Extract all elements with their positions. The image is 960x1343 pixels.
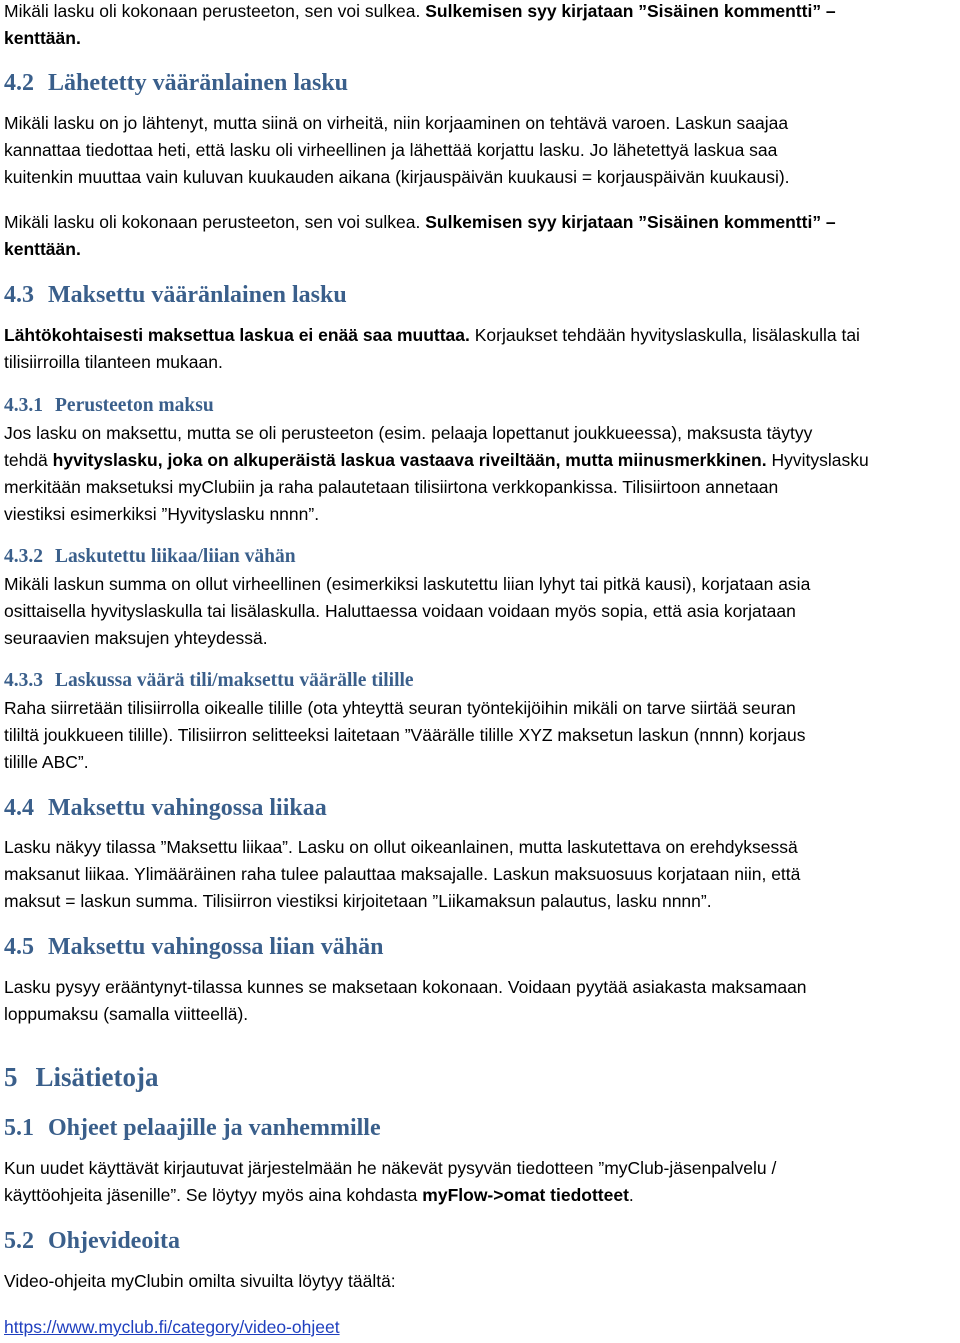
paragraph-line: seuraavien maksujen yhteydessä. (4, 628, 268, 648)
section-heading-5-2: 5.2 Ohjevideoita (4, 1228, 180, 1254)
paragraph-line: kannattaa tiedottaa heti, että lasku oli virheellinen ja lähettää korjattu lasku. Jo lähetettyä laskua saa (4, 140, 778, 160)
paragraph-line: maksanut liikaa. Ylimääräinen raha tulee palauttaa maksajalle. Laskun maksuosuus korjataan niin, että (4, 864, 801, 884)
section-heading-4-2: 4.2 Lähetetty vääränlainen lasku (4, 70, 349, 96)
section-heading-4-3: 4.3 Maksettu vääränlainen lasku (4, 282, 347, 308)
paragraph-line: tilisiirroilla tilanteen mukaan. (4, 352, 223, 372)
paragraph-line: tililtä joukkueen tilille). Tilisiirron selitteeksi laitetaan ”Väärälle tilille XYZ maksetun laskun (nnnn) korjaus (4, 725, 806, 745)
paragraph-line: Mikäli lasku oli kokonaan perusteeton, sen voi sulkea. Sulkemisen syy kirjataan ”Sisäinen kommentti” – (4, 212, 836, 232)
link-line (4, 1316, 340, 1338)
paragraph-line: Lasku pysyy erääntynyt-tilassa kunnes se maksetaan kokonaan. Voidaan pyytää asiakasta maksamaan (4, 977, 807, 997)
paragraph-line: Video-ohjeita myClubin omilta sivuilta löytyy täältä: (4, 1271, 396, 1291)
section-heading-4-5: 4.5 Maksettu vahingossa liian vähän (4, 934, 384, 960)
section-heading-5-1: 5.1 Ohjeet pelaajille ja vanhemmille (4, 1115, 381, 1141)
paragraph-line: viestiksi esimerkiksi ”Hyvityslasku nnnn”. (4, 504, 320, 524)
section-heading-5: 5 Lisätietoja (4, 1062, 159, 1092)
paragraph-line: käyttöohjeita jäsenille”. Se löytyy myös aina kohdasta myFlow->omat tiedotteet. (4, 1185, 634, 1205)
paragraph-line: kuitenkin muuttaa vain kuluvan kuukauden aikana (kirjauspäivän kuukausi = korjauspäivän kuukausi). (4, 167, 790, 187)
paragraph-line: Jos lasku on maksettu, mutta se oli perusteeton (esim. pelaaja lopettanut joukkueessa), maksusta täytyy (4, 423, 813, 443)
section-heading-4-3-1: 4.3.1 Perusteeton maksu (4, 395, 214, 416)
paragraph-line: loppumaksu (samalla viitteellä). (4, 1004, 249, 1024)
paragraph-line: kenttään. (4, 239, 81, 259)
paragraph-line: osittaisella hyvityslaskulla tai lisälaskulla. Haluttaessa voidaan voidaan myös sopia, että asia korjataan (4, 601, 796, 621)
section-heading-4-4: 4.4 Maksettu vahingossa liikaa (4, 795, 327, 821)
section-heading-4-3-2: 4.3.2 Laskutettu liikaa/liian vähän (4, 546, 296, 567)
paragraph-line: Lasku näkyy tilassa ”Maksettu liikaa”. Lasku on ollut oikeanlainen, mutta laskutettava on erehdyksessä (4, 837, 798, 857)
paragraph-line: tehdä hyvityslasku, joka on alkuperäistä laskua vastaava riveiltään, mutta miinusmerkkinen. Hyvityslasku (4, 450, 869, 470)
intro-paragraph-line: Mikäli lasku oli kokonaan perusteeton, sen voi sulkea. Sulkemisen syy kirjataan ”Sisäinen kommentti” – (4, 1, 836, 21)
paragraph-line: Raha siirretään tilisiirrolla oikealle tilille (ota yhteyttä seuran työntekijöihin mikäli on tarve siirtää seuran (4, 698, 796, 718)
paragraph-line: tilille ABC”. (4, 752, 89, 772)
paragraph-line: merkitään maksetuksi myClubiin ja raha palautetaan tilisiirtona verkkopankissa. Tilisiirtoon annetaan (4, 477, 779, 497)
paragraph-line: Mikäli laskun summa on ollut virheellinen (esimerkiksi laskutettu liian lyhyt tai pitkä kausi), korjataan asia (4, 574, 811, 594)
paragraph-line: Lähtökohtaisesti maksettua laskua ei enää saa muuttaa. Korjaukset tehdään hyvityslaskulla, lisälaskulla tai (4, 325, 860, 345)
video-guides-link[interactable]: https://www.myclub.fi/category/video-ohjeet (4, 1317, 340, 1337)
paragraph-line: maksut = laskun summa. Tilisiirron viestiksi kirjoitetaan ”Liikamaksun palautus, lasku nnnn”. (4, 891, 712, 911)
paragraph-line: Mikäli lasku on jo lähtenyt, mutta siinä on virheitä, niin korjaaminen on tehtävä varoen. Laskun saajaa (4, 113, 789, 133)
paragraph-line: Kun uudet käyttävät kirjautuvat järjestelmään he näkevät pysyvän tiedotteen ”myClub-jäsenpalvelu / (4, 1158, 777, 1178)
intro-paragraph-line: kenttään. (4, 28, 81, 48)
section-heading-4-3-3: 4.3.3 Laskussa väärä tili/maksettu väärälle tilille (4, 670, 414, 691)
